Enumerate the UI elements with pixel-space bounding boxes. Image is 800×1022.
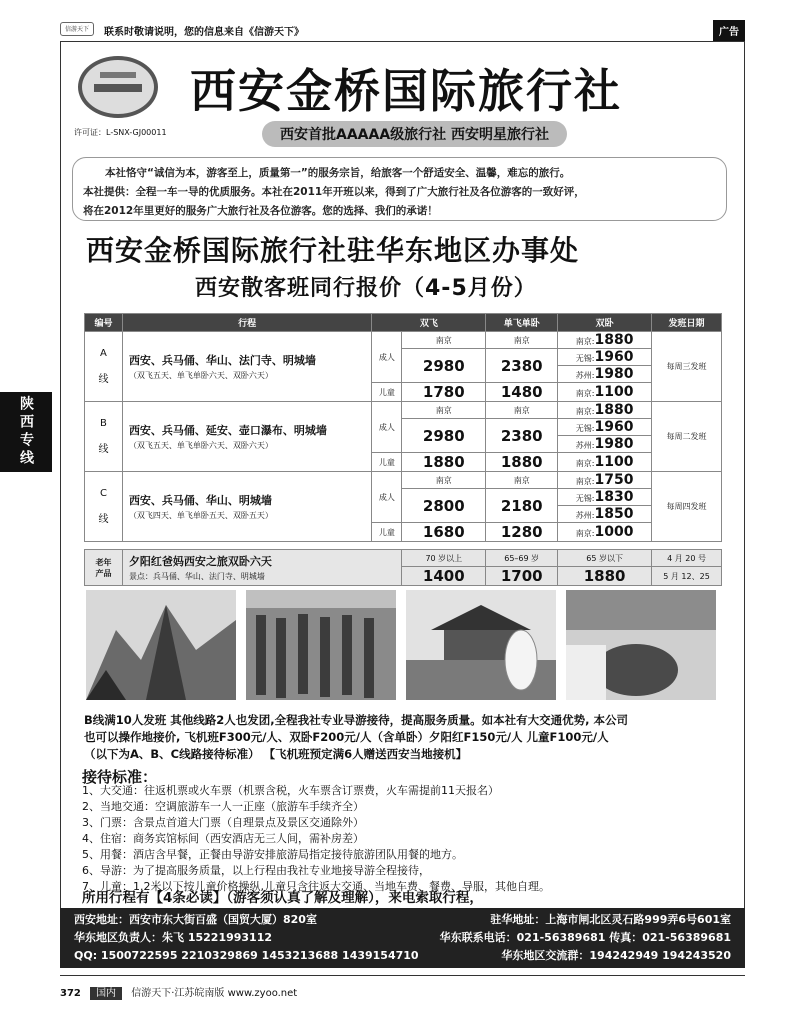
adult-label: 成人: [372, 472, 402, 523]
sleeper-price: 1960: [594, 419, 634, 435]
publication-source: 信游天下·江苏皖南版 www.zyoo.net: [131, 988, 298, 999]
sleeper-price: 1960: [594, 349, 634, 365]
side-tab: 陕西专线: [0, 392, 52, 472]
child-label: 儿童: [372, 383, 402, 402]
license-number: 许可证：L-SNX-GJ00011: [74, 128, 167, 137]
city-label: 南京:: [575, 337, 595, 346]
header-schedule: 发班日期: [652, 314, 722, 332]
standards-title: 接待标准：: [82, 768, 158, 786]
age-range: 70 岁以上: [402, 550, 486, 567]
sleeper-price: 1750: [594, 472, 634, 488]
xian-address: 西安地址：西安市东大街百盛（国贸大厦）820室: [74, 913, 317, 926]
standard-item: 2、当地交通：空调旅游车一人一正座（旅游车手续齐全）: [82, 800, 364, 813]
line-code: C 线: [85, 472, 123, 542]
office-title: 西安金桥国际旅行社驻华东地区办事处: [86, 234, 580, 267]
line-code: A 线: [85, 332, 123, 402]
child-single-fly-price: 1480: [486, 383, 558, 402]
city-label: 南京: [486, 402, 558, 419]
child-double-fly-price: 1680: [402, 523, 486, 542]
route-name: 西安、兵马俑、延安、壶口瀑布、明城墙: [128, 424, 327, 437]
city-label: 南京:: [575, 389, 595, 398]
city-label: 南京:: [575, 477, 595, 486]
child-sleeper-price: 1100: [594, 384, 634, 400]
photo-strip: [86, 590, 714, 700]
city-label: 苏州:: [575, 441, 595, 450]
schedule: 每周二发班: [652, 402, 722, 472]
city-label: 南京: [486, 472, 558, 489]
city-label: 无锡:: [575, 354, 595, 363]
route-cell: [122, 472, 371, 542]
senior-route-cell: [122, 550, 401, 586]
senior-label: 老年 产品: [85, 550, 123, 586]
senior-date: 5 月 12、25: [652, 567, 722, 586]
route-duration: （双飞五天、单飞单卧六天、双卧六天）: [128, 371, 273, 380]
child-double-fly-price: 1780: [402, 383, 486, 402]
route-duration: （双飞四天、单飞单卧五天、双卧五天）: [128, 511, 273, 520]
senior-price: 1880: [558, 567, 652, 586]
senior-title: 夕阳红爸妈西安之旅双卧六天: [128, 555, 272, 568]
city-label: 南京: [486, 332, 558, 349]
bottom-bar: [60, 975, 745, 999]
city-label: 苏州:: [575, 371, 595, 380]
intro-line: 将在2012年里更好的服务广大旅行社及各位游客。您的选择、我们的承诺！: [83, 205, 438, 217]
city-label: 南京: [402, 472, 486, 489]
price-table: [84, 313, 722, 586]
city-label: 南京: [402, 332, 486, 349]
note-line: （以下为A、B、C线路接待标准） 【飞机班预定满6人赠送西安当地接机】: [84, 747, 468, 761]
city-label: 苏州:: [575, 511, 595, 520]
adult-single-fly-price: 2380: [486, 419, 558, 453]
senior-spots: 景点：兵马俑、华山、法门寺、明城墙: [128, 572, 265, 581]
route-name: 西安、兵马俑、华山、明城墙: [128, 494, 272, 507]
note-line: 也可以操作地接价, 飞机班F300元/人、双卧F200元/人（含单卧）夕阳红F150元/人 儿童F100元/人: [84, 730, 609, 744]
standard-item: 5、用餐：酒店含早餐，正餐由导游安排旅游局指定接待旅游团队用餐的地方。: [82, 848, 463, 861]
price-title: 西安散客班同行报价（4-5月份）: [195, 276, 537, 301]
top-bar: [60, 20, 745, 42]
senior-price: 1700: [486, 567, 558, 586]
city-label: 南京:: [575, 529, 595, 538]
adult-double-fly-price: 2800: [402, 489, 486, 523]
child-single-fly-price: 1280: [486, 523, 558, 542]
mountain-photo: [86, 590, 236, 700]
office-address: 驻华地址：上海市闸北区灵石路999弄6号601室: [490, 913, 731, 926]
must-read: 所用行程有【4条必读】（游客须认真了解及理解），来电索取行程，: [82, 890, 483, 906]
schedule: 每周四发班: [652, 472, 722, 542]
child-sleeper-price: 1100: [594, 454, 634, 470]
standard-item: 4、住宿：商务宾馆标间（西安酒店无三人间，需补房差）: [82, 832, 364, 845]
route-cell: [122, 332, 371, 402]
waterfall-photo: [566, 590, 716, 700]
header-code: 编号: [85, 314, 123, 332]
route-name: 西安、兵马俑、华山、法门寺、明城墙: [128, 354, 316, 367]
terracotta-photo: [246, 590, 396, 700]
intro-line: 本社恪守“诚信为本，游客至上，质量第一”的服务宗旨，给旅客一个舒适安全、温馨，难忘的旅行。: [105, 167, 571, 179]
ad-label: 广告: [713, 20, 745, 41]
standard-item: 7、儿童：1.2米以下按儿童价格操纵,儿童只含往返大交通、当地车费、餐费、导服，其他自理。: [82, 880, 550, 893]
standards-list: [82, 783, 550, 895]
exchange-group: 华东地区交流群：194242949 194243520: [501, 949, 731, 962]
adult-label: 成人: [372, 332, 402, 383]
contact-footer: [60, 908, 745, 968]
contact-note: 联系时敬请说明，您的信息来自《信游天下》: [104, 27, 304, 38]
senior-price: 1400: [402, 567, 486, 586]
sleeper-price: 1980: [594, 366, 634, 382]
intro-line: 本社提供：全程一车一导的优质服务。本社在2011年开班以来，得到了广大旅行社及各位游客的一致好评，: [83, 186, 585, 198]
standard-item: 1、大交通：往返机票或火车票（机票含税，火车票含订票费，火车需提前11天报名）: [82, 784, 499, 797]
line-code: B 线: [85, 402, 123, 472]
child-single-fly-price: 1880: [486, 453, 558, 472]
header-double-fly: 双飞: [372, 314, 486, 332]
section-tag: 国内: [90, 987, 122, 1000]
senior-date: 4 月 20 号: [652, 550, 722, 567]
header-single-fly: 单飞单卧: [486, 314, 558, 332]
city-label: 无锡:: [575, 424, 595, 433]
child-double-fly-price: 1880: [402, 453, 486, 472]
adult-double-fly-price: 2980: [402, 419, 486, 453]
note-line: B线满10人发班 其他线路2人也发团,全程我社专业导游接待，提高服务质量。如本社有大交通优势, 本公司: [84, 713, 629, 727]
qq-numbers: QQ: 1500722595 2210329869 1453213688 1439154710: [74, 949, 419, 962]
route-cell: [122, 402, 371, 472]
adult-double-fly-price: 2980: [402, 349, 486, 383]
age-range: 65 岁以下: [558, 550, 652, 567]
company-name: 西安金桥国际旅行社: [190, 64, 622, 118]
adult-label: 成人: [372, 402, 402, 453]
standard-item: 3、门票：含景点首道大门票（自理景点及景区交通除外）: [82, 816, 364, 829]
sleeper-price: 1980: [594, 436, 634, 452]
company-tagline: 西安首批AAAAA级旅行社 西安明星旅行社: [262, 121, 567, 147]
standard-item: 6、导游：为了提高服务质量，以上行程由我社专业地接导游全程接待，: [82, 864, 430, 877]
company-logo-icon: [78, 56, 158, 118]
adult-single-fly-price: 2180: [486, 489, 558, 523]
temple-photo: [406, 590, 556, 700]
intro-box: [72, 157, 727, 221]
city-label: 南京:: [575, 459, 595, 468]
sleeper-price: 1850: [594, 506, 634, 522]
phone-fax: 华东联系电话：021-56389681 传真：021-56389681: [439, 931, 731, 944]
age-range: 65–69 岁: [486, 550, 558, 567]
sleeper-price: 1880: [594, 332, 634, 348]
notes-block: [84, 712, 724, 763]
child-sleeper-price: 1000: [594, 524, 634, 540]
sleeper-price: 1880: [594, 402, 634, 418]
city-label: 南京:: [575, 407, 595, 416]
route-duration: （双飞五天、单飞单卧六天、双卧六天）: [128, 441, 273, 450]
header-route: 行程: [122, 314, 371, 332]
magazine-logo: 信游天下: [60, 22, 94, 36]
adult-single-fly-price: 2380: [486, 349, 558, 383]
city-label: 南京: [402, 402, 486, 419]
manager-contact: 华东地区负责人：朱飞 15221993112: [74, 931, 273, 944]
page-number: 372: [60, 988, 81, 999]
child-label: 儿童: [372, 523, 402, 542]
sleeper-price: 1830: [594, 489, 634, 505]
child-label: 儿童: [372, 453, 402, 472]
city-label: 无锡:: [575, 494, 595, 503]
header-double-sleeper: 双卧: [558, 314, 652, 332]
schedule: 每周三发班: [652, 332, 722, 402]
